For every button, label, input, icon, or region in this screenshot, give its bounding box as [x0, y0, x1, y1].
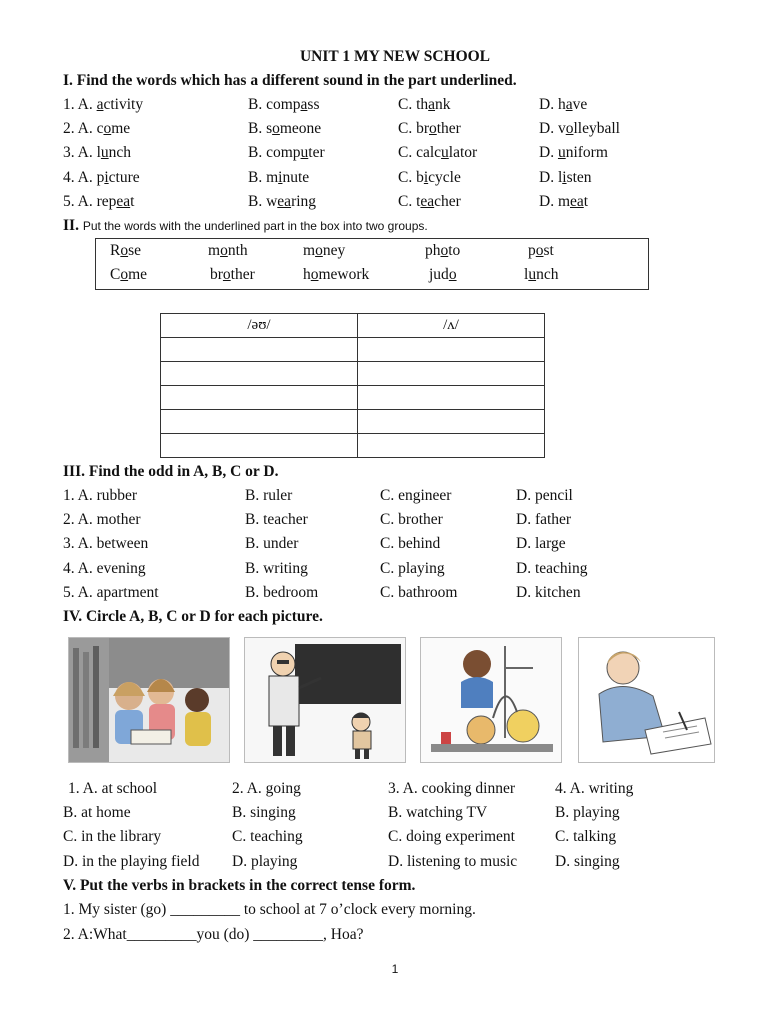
underlined-part: ea [116, 192, 131, 210]
answer-row [161, 434, 545, 458]
word-part: nth [227, 242, 248, 259]
boy-writing-picture [578, 637, 715, 763]
underlined-part: u [441, 144, 449, 162]
option-word[interactable] [524, 266, 558, 284]
word-part: ter [308, 144, 325, 162]
word-part: ss [307, 96, 320, 113]
science-experiment-picture [420, 637, 562, 763]
answer-cell-oh[interactable] [161, 362, 358, 386]
section-3-heading: III. Find the odd in A, B, C or D. [63, 463, 279, 480]
word-part: jud [429, 266, 449, 283]
word-part: se [128, 242, 142, 259]
underlined-part: o [222, 266, 231, 283]
odd-option[interactable]: B. teacher [245, 511, 308, 529]
option-word[interactable] [210, 266, 255, 284]
word-part: br [210, 266, 223, 283]
answer-cell-uh[interactable] [358, 338, 545, 362]
underlined-part: i [562, 168, 567, 186]
option-word[interactable] [398, 120, 461, 138]
option-word[interactable] [248, 193, 316, 211]
odd-option[interactable]: C. playing [380, 559, 445, 577]
word-part: B. comp [248, 96, 301, 113]
word-part: l [524, 266, 529, 283]
option-word[interactable] [248, 96, 320, 114]
exercise-line-2: 2. A:What_________you (do) _________, Hoa? [63, 926, 364, 943]
word-part: nk [435, 96, 451, 113]
section-2-instruction [63, 217, 428, 235]
underlined-part: o [310, 266, 319, 283]
option-word[interactable] [248, 144, 325, 162]
odd-option[interactable]: D. kitchen [516, 583, 581, 601]
option-word[interactable] [398, 96, 451, 114]
odd-option[interactable]: 2. A. mother [63, 511, 141, 529]
word-part: C [110, 266, 121, 283]
option-word[interactable] [303, 242, 345, 260]
option-word[interactable] [528, 242, 554, 260]
word-part: 5. A. rep [63, 192, 117, 210]
word-part: D. l [539, 168, 563, 186]
underlined-part: o [103, 120, 112, 138]
picture-option[interactable]: B. watching TV [388, 804, 488, 822]
option-word[interactable] [398, 193, 461, 211]
odd-option[interactable]: B. under [245, 535, 299, 553]
word-part: R [110, 242, 121, 259]
option-word[interactable] [208, 242, 248, 260]
word-part: 1. A. [63, 96, 97, 113]
header-uh-sound: /ʌ/ [358, 314, 545, 338]
word-part: C. calc [398, 144, 442, 162]
option-word[interactable] [63, 193, 134, 211]
underlined-part: a [565, 96, 573, 113]
underlined-part: ea [570, 192, 584, 210]
word-part: D. m [539, 192, 570, 210]
odd-option[interactable]: 4. A. evening [63, 559, 146, 577]
word-part: B. w [248, 192, 278, 210]
answer-cell-oh[interactable] [161, 434, 358, 458]
word-part: B. comp [248, 144, 301, 162]
picture-option[interactable]: C. doing experiment [388, 828, 515, 846]
option-word[interactable] [110, 242, 141, 260]
picture-option[interactable]: 4. A. writing [555, 780, 634, 797]
odd-option[interactable]: C. engineer [380, 487, 452, 504]
word-part: 3. A. l [63, 144, 101, 162]
picture-option[interactable]: D. listening to music [388, 852, 518, 870]
picture-option[interactable]: 2. A. going [232, 780, 301, 797]
odd-option[interactable]: D. pencil [516, 487, 573, 504]
odd-option[interactable]: B. ruler [245, 487, 293, 504]
section-1-heading: I. Find the words which has a different sound in the part underlined. [63, 72, 517, 89]
answer-cell-oh[interactable] [161, 410, 358, 434]
underlined-part: o [448, 266, 457, 283]
option-word[interactable] [248, 169, 309, 187]
underlined-part: a [300, 96, 308, 113]
underlined-part: u [100, 144, 109, 162]
word-part: niform [565, 144, 608, 162]
word-part: cher [434, 192, 461, 210]
word-part: C. th [398, 96, 429, 113]
word-part: D. v [539, 120, 566, 138]
underlined-part: ea [277, 192, 292, 210]
word-part: cture [108, 168, 140, 186]
word-part: mework [318, 266, 370, 283]
picture-option[interactable]: 3. A. cooking dinner [388, 780, 515, 797]
exercise-line-1: 1. My sister (go) _________ to school at 7 o’clock every morning. [63, 901, 476, 918]
word-part: C. br [398, 120, 429, 138]
word-part: B. s [248, 120, 273, 138]
option-word[interactable] [429, 266, 457, 284]
page-number: 1 [391, 962, 399, 976]
answer-cell-uh[interactable] [358, 410, 545, 434]
word-part: ney [322, 242, 346, 259]
word-part: ther [230, 266, 255, 283]
odd-option[interactable]: D. large [516, 535, 566, 553]
word-part: ctivity [103, 96, 144, 113]
underlined-part: a [428, 96, 436, 113]
word-part: to [448, 242, 461, 259]
underlined-part: o [535, 242, 544, 259]
odd-option[interactable]: B. bedroom [245, 583, 319, 601]
odd-option[interactable]: 1. A. rubber [63, 487, 138, 504]
odd-option[interactable]: C. brother [380, 511, 443, 529]
word-part: ph [425, 242, 441, 259]
word-part: h [303, 266, 311, 283]
word-box [95, 238, 649, 290]
picture-option[interactable]: B. singing [232, 804, 296, 822]
word-part: ring [291, 192, 317, 210]
teacher-student-picture [244, 637, 406, 763]
answer-row [161, 362, 545, 386]
word-part: ther [436, 120, 461, 138]
answer-row [161, 410, 545, 434]
underlined-part: o [565, 120, 574, 138]
page-title: UNIT 1 MY NEW SCHOOL [299, 48, 491, 65]
word-part: p [528, 242, 536, 259]
word-part: me [111, 120, 131, 138]
option-word[interactable] [303, 266, 369, 284]
section-2-number: II. [63, 217, 79, 234]
word-part: cycle [428, 168, 461, 186]
option-word[interactable] [398, 169, 461, 187]
underlined-part: o [272, 120, 280, 138]
underlined-part: o [440, 242, 449, 259]
underlined-part: o [429, 120, 437, 138]
word-part: meone [279, 120, 322, 138]
odd-option[interactable]: 5. A. apartment [63, 583, 159, 601]
option-word[interactable] [63, 169, 140, 187]
section-4-heading: IV. Circle A, B, C or D for each picture. [63, 608, 323, 625]
word-part: m [208, 242, 221, 259]
word-part: ve [572, 96, 588, 113]
answer-cell-oh[interactable] [161, 338, 358, 362]
picture-option[interactable]: C. talking [555, 828, 617, 846]
option-word[interactable] [539, 144, 608, 162]
odd-option[interactable]: C. behind [380, 535, 441, 553]
underlined-part: o [120, 242, 129, 259]
odd-option[interactable]: D. teaching [516, 559, 588, 577]
picture-option[interactable]: D. playing [232, 852, 298, 870]
answer-row [161, 338, 545, 362]
answer-cell-uh[interactable] [358, 386, 545, 410]
word-part: D. [539, 144, 558, 162]
underlined-part: i [423, 168, 429, 186]
word-part: t [130, 192, 135, 210]
word-part: C. t [398, 192, 421, 210]
option-word[interactable] [63, 96, 143, 114]
word-part: lleyball [573, 120, 620, 138]
word-part: D. h [539, 96, 566, 113]
library-children-picture [68, 637, 230, 763]
underlined-part: o [120, 266, 129, 283]
option-word[interactable] [398, 144, 477, 162]
picture-option[interactable]: B. at home [63, 804, 131, 822]
header-oh-sound: /əʊ/ [161, 314, 358, 338]
sound-groups-table [160, 313, 545, 458]
table-header-row [161, 314, 545, 338]
section-2-text: Put the words with the underlined part in the box into two groups. [82, 219, 428, 233]
option-word[interactable] [63, 120, 130, 138]
picture-option[interactable]: 1. A. at school [68, 780, 158, 797]
word-part: nute [282, 168, 310, 186]
word-part: B. m [248, 168, 279, 186]
picture-option[interactable]: D. singing [555, 852, 620, 870]
answer-cell-uh[interactable] [358, 434, 545, 458]
underlined-part: i [104, 168, 109, 186]
option-word[interactable] [110, 266, 147, 284]
option-word[interactable] [539, 169, 592, 187]
picture-option[interactable]: C. teaching [232, 828, 303, 846]
underlined-part: u [528, 266, 537, 283]
section-5-heading: V. Put the verbs in brackets in the correct tense form. [63, 877, 416, 894]
answer-cell-oh[interactable] [161, 386, 358, 410]
picture-option[interactable]: B. playing [555, 804, 620, 822]
underlined-part: o [220, 242, 228, 259]
option-word[interactable] [425, 242, 460, 260]
option-word[interactable] [539, 96, 587, 114]
word-part: m [303, 242, 316, 259]
option-word[interactable] [539, 120, 620, 138]
underlined-part: ea [420, 192, 435, 210]
option-word[interactable] [248, 120, 321, 138]
underlined-part: u [557, 144, 566, 162]
underlined-part: o [315, 242, 323, 259]
odd-option[interactable]: C. bathroom [380, 583, 458, 601]
option-word[interactable] [539, 193, 588, 211]
odd-option[interactable]: B. writing [245, 559, 308, 577]
word-part: t [583, 192, 589, 210]
word-part: me [128, 266, 148, 283]
word-part: 4. A. p [63, 168, 105, 186]
word-part: 2. A. c [63, 120, 104, 138]
underlined-part: u [300, 144, 309, 162]
odd-option[interactable]: D. father [516, 511, 572, 529]
underlined-part: a [96, 96, 104, 113]
word-part: lator [448, 144, 478, 162]
picture-option[interactable]: D. in the playing field [63, 852, 200, 870]
word-part: sten [566, 168, 592, 186]
odd-option[interactable]: 3. A. between [63, 535, 149, 553]
word-part: C. b [398, 168, 424, 186]
answer-cell-uh[interactable] [358, 362, 545, 386]
underlined-part: i [278, 168, 283, 186]
answer-row [161, 386, 545, 410]
word-part: nch [536, 266, 559, 283]
word-part: st [543, 242, 554, 259]
picture-option[interactable]: C. in the library [63, 828, 162, 846]
option-word[interactable] [63, 144, 131, 162]
word-part: nch [108, 144, 132, 162]
